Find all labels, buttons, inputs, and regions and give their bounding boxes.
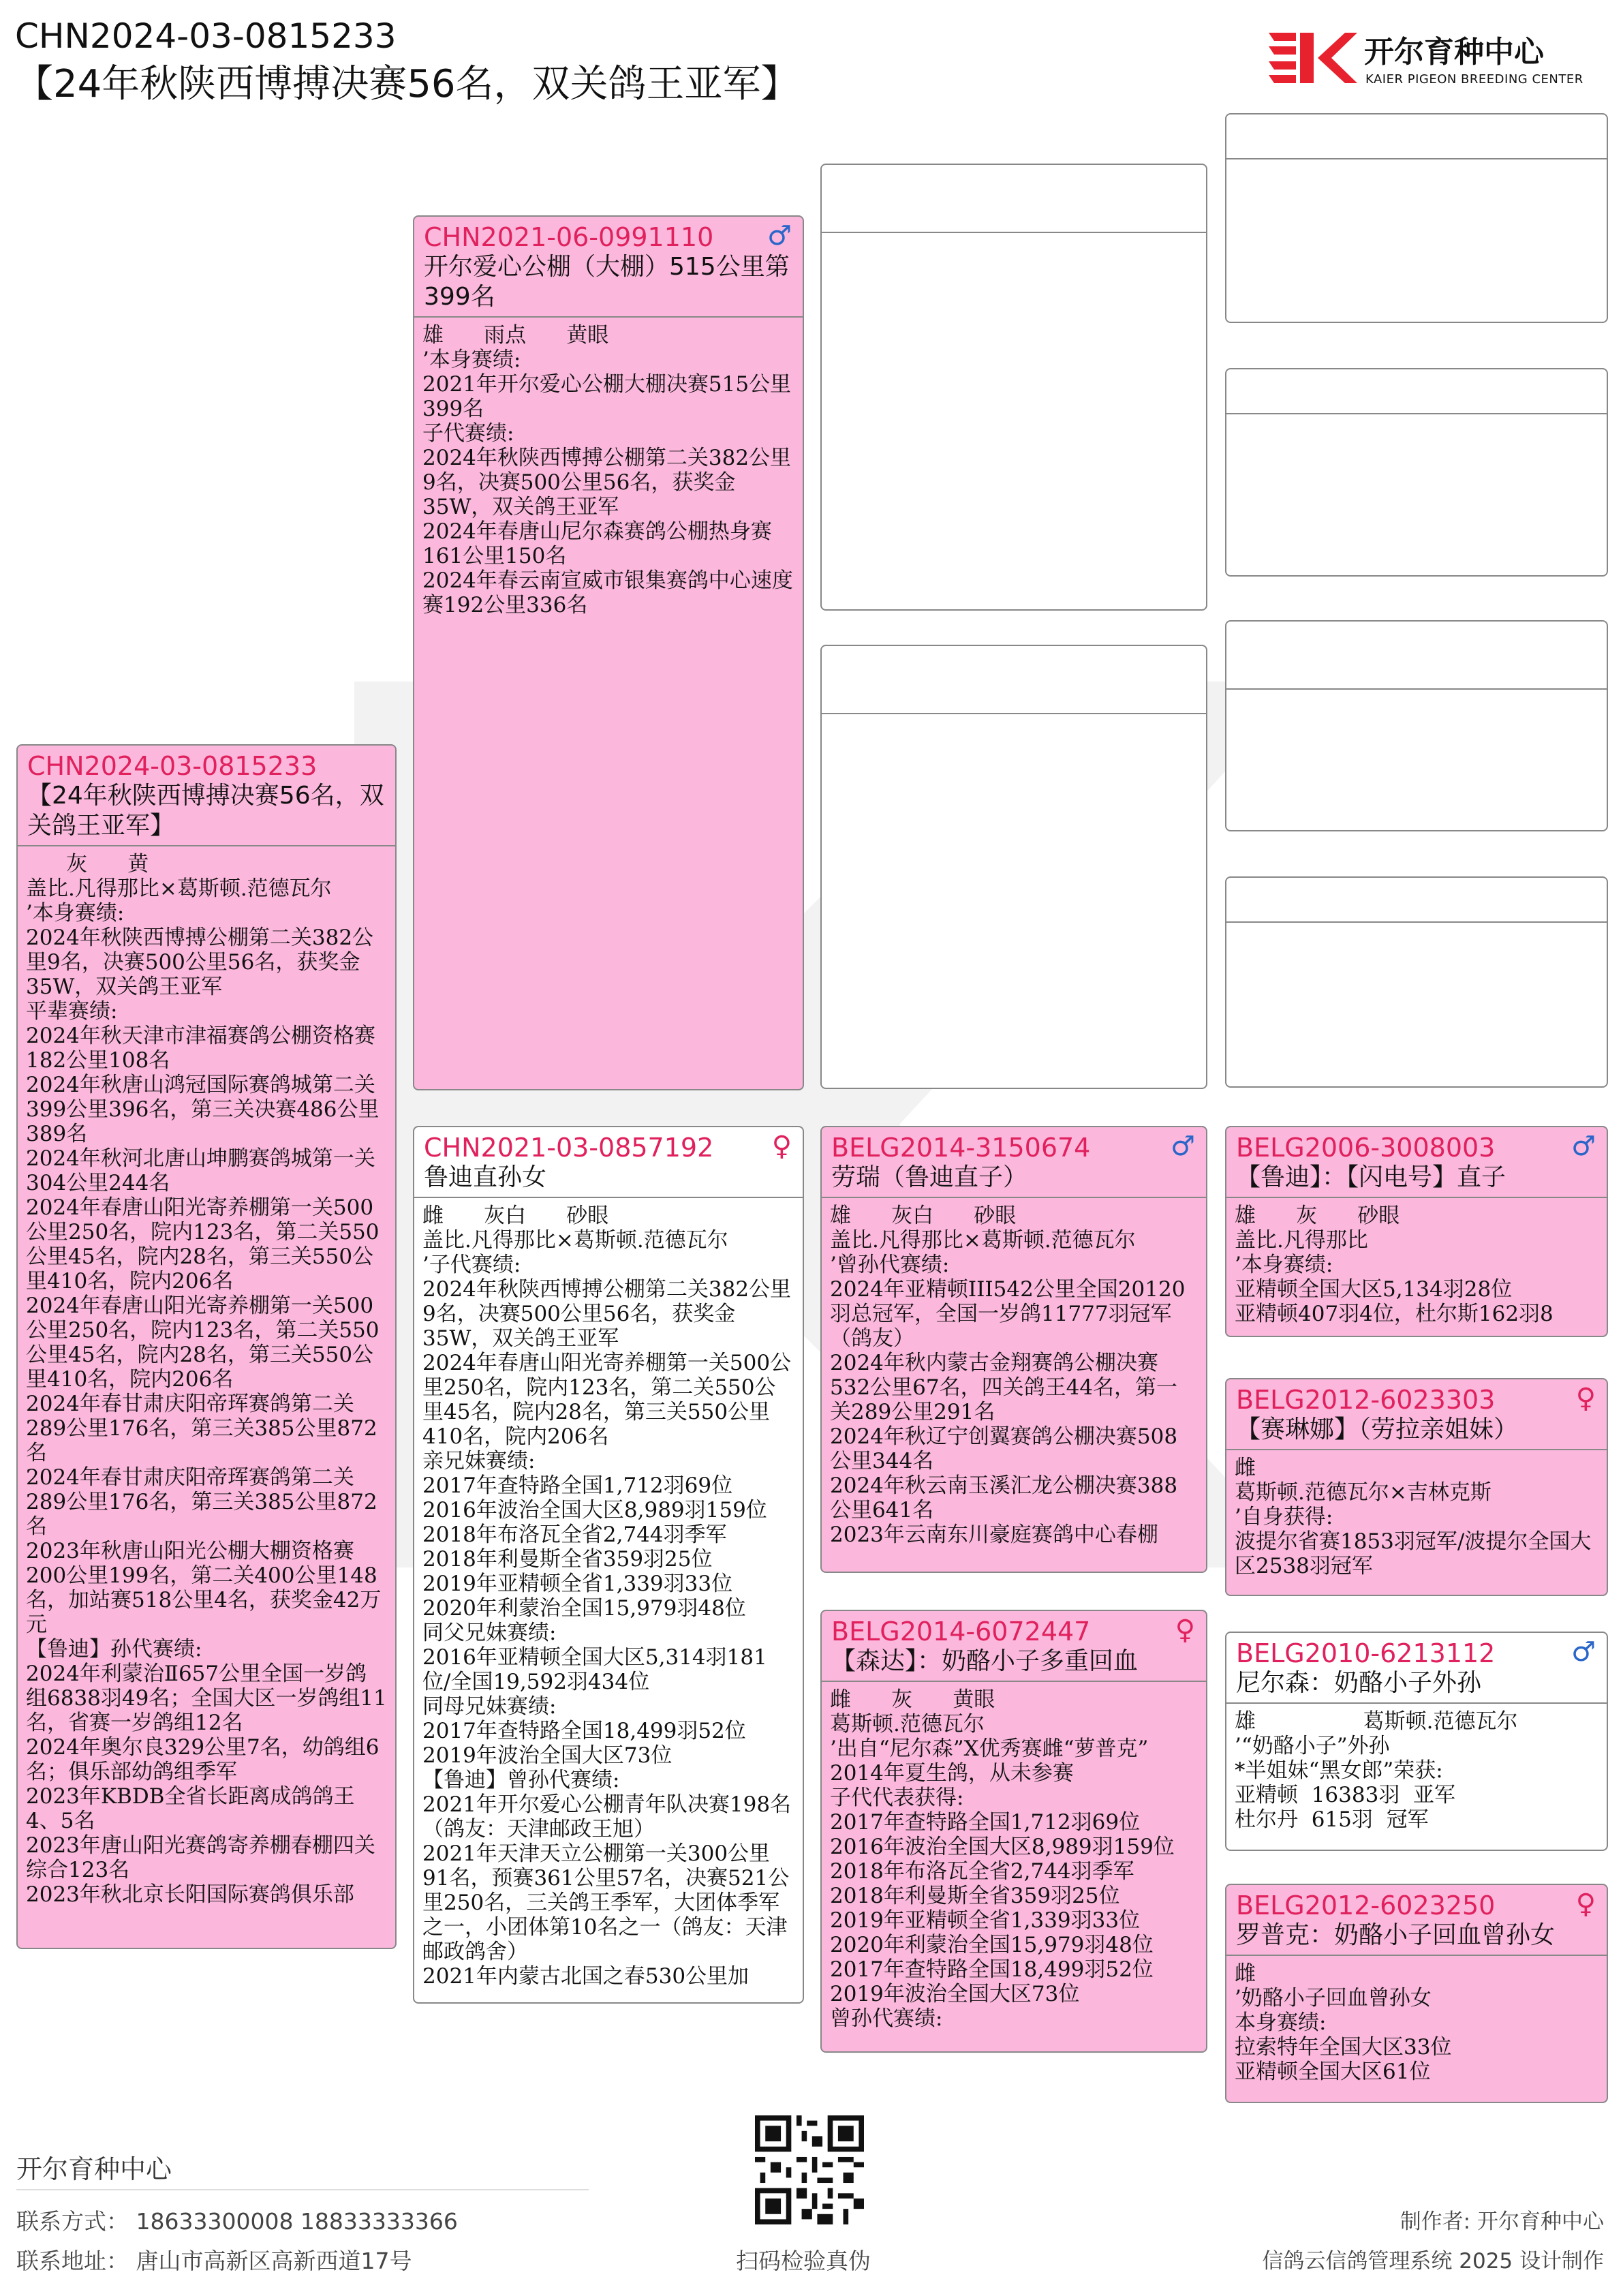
empty-card-header [1226, 622, 1607, 690]
sire-dam-card[interactable] [820, 645, 1207, 1089]
dam-dam-card-header [822, 1611, 1206, 1682]
empty-card-header [822, 646, 1206, 714]
brand-logo [1269, 25, 1603, 93]
subject-card[interactable] [16, 744, 397, 1949]
dds-ring: BELG2010-6213112 [1236, 1638, 1496, 1668]
dam-dam-details: 雌 灰 黄眼 葛斯顿.范德瓦尔 ’出自“尼尔森”X优秀赛雌“萝普克” 2014年夏生鸽，从未参赛 子代代表获得: 2017年查特路全国1,712羽69位 2016年波治全国大区8,989羽159位 2018年布洛瓦全省2,744羽季军 2018年利曼斯全省359羽25位 2019年亚精顿全省1,339羽33位 2020年利蒙治全国15,979羽48位 2017年查特路全国18,499羽52位 2019年波治全国大区73位 曾孙代赛绩: [830, 1687, 1175, 2031]
g4-card-1[interactable] [1225, 113, 1608, 323]
subject-details: 灰 黄 盖比.凡得那比×葛斯顿.范德瓦尔 ’本身赛绩: 2024年秋陕西博搏公棚第二关382公里9名，决赛500公里56名，获奖金35W，双关鸽王亚军 平辈赛绩: 2024年秋天津市津福赛鸽公棚资格赛182公里108名 2024年秋唐山鸿冠国际赛鸽城第二关399公里396名，第三关决赛486公里389名 2024年秋河北唐山坤鹏赛鸽城第一关304公里244名 2024年春唐山阳光寄养棚第一关500公里250名，院内123名，第二关550公里45名，院内28名，第三关550公里410名，院内206名 2024年春唐山阳光寄养棚第一关500公里250名，院内123名，第二关550公里45名，院内28名，第三关550公里410名，院内206名 2024年春甘肃庆阳帝珲赛鸽第二关289公里176名，第三关385公里872名 2024年春甘肃庆阳帝珲赛鸽第二关289公里176名，第三关385公里872名 2023年秋唐山阳光公棚大棚资格赛200公里199名，第二关400公里148名，加站赛518公里4名，获奖金42万元 【鲁迪】孙代赛绩: 2024年利蒙治Ⅱ657公里全国一岁鸽组6838羽49名；全国大区一岁鸽组11名，省赛一岁鸽组12名 2024年奥尔良329公里7名，幼鸽组6名；俱乐部幼鸽组季军 2023年KBDB全省长距离成鸽鸽王4、5名 2023年唐山阳光赛鸽寄养棚春棚四关综合123名 2023年秋北京长阳国际赛鸽俱乐部 [26, 852, 387, 1907]
empty-card-header [822, 165, 1206, 233]
dam-sire-card[interactable] [820, 1126, 1207, 1573]
logo-subtitle: KAIER PIGEON BREEDING CENTER [1365, 72, 1583, 87]
sire-card[interactable] [413, 215, 804, 1090]
dds-details: 雄 葛斯顿.范德瓦尔 ’“奶酪小子”外孙 *半姐妹“黑女郎”荣获: 亚精顿 16383羽 亚军 杜尔丹 615羽 冠军 [1235, 1709, 1518, 1832]
ddd-name: 罗普克：奶酪小子回血曾孙女 [1236, 1921, 1556, 1949]
dam-sire-name: 劳瑞（鲁迪直子） [831, 1163, 1028, 1191]
maker-text: 制作者: 开尔育种中心 [1400, 2209, 1604, 2234]
dam-dam-name: 【森达】：奶酪小子多重回血 [831, 1647, 1139, 1675]
female-icon: ♀ [1175, 1614, 1195, 1646]
dss-card[interactable] [1225, 1126, 1608, 1337]
dss-ring: BELG2006-3008003 [1236, 1133, 1496, 1163]
dss-name: 【鲁迪】：【闪电号】直子 [1236, 1163, 1506, 1191]
dam-sire-card-header [822, 1127, 1206, 1198]
g4-card-3[interactable] [1225, 620, 1608, 831]
dsd-details: 雌 葛斯顿.范德瓦尔×吉林克斯 ’自身获得: 波提尔省赛1853羽冠军/波提尔全国大区2538羽冠军 [1235, 1456, 1592, 1578]
sire-card-header [414, 217, 803, 318]
system-text: 信鸽云信鸽管理系统 2025 设计制作 [1262, 2249, 1604, 2274]
ddd-details: 雌 ’奶酪小子回血曾孙女 本身赛绩: 拉索特年全国大区33位 亚精顿全国大区61位 [1235, 1961, 1452, 2084]
ddd-card[interactable] [1225, 1884, 1608, 2103]
empty-card-header [1226, 114, 1607, 159]
female-icon: ♀ [1575, 1383, 1596, 1414]
footer-contact: 联系方式： 18633300008 18833333366 [16, 2208, 458, 2235]
dam-details: 雌 灰白 砂眼 盖比.凡得那比×葛斯顿.范德瓦尔 ’子代赛绩: 2024年秋陕西博搏公棚第二关382公里9名，决赛500公里56名，获奖金35W，双关鸽王亚军 2024年春唐山阳光寄养棚第一关500公里250名，院内123名，第二关550公里45名，院内28名，第三关550公里410名，院内206名 亲兄妹赛绩: 2017年查特路全国1,712羽69位 2016年波治全国大区8,989羽159位 2018年布洛瓦全省2,744羽季军 2018年利曼斯全省359羽25位 2019年亚精顿全省1,339羽33位 2020年利蒙治全国15,979羽48位 同父兄妹赛绩: 2016年亚精顿全国大区5,314羽181位/全国19,592羽434位 同母兄妹赛绩: 2017年查特路全国18,499羽52位 2019年波治全国大区73位 【鲁迪】曾孙代赛绩: 2021年开尔爱心公棚青年队决赛198名（鸽友：天津邮政王旭） 2021年天津天立公棚第一关300公里91名，预赛361公里57名，决赛521公里250名，三关鸽王季军，大团体季军之一，小团体第10名之一（鸽友：天津邮政鸽舍） 2021年内蒙古北国之春530公里加 [422, 1204, 792, 1989]
subject-card-header [18, 746, 395, 846]
dss-card-header [1226, 1127, 1607, 1198]
empty-card-header [1226, 369, 1607, 414]
sire-sire-card[interactable] [820, 164, 1207, 611]
dam-name: 鲁迪直孙女 [424, 1163, 547, 1191]
dsd-card[interactable] [1225, 1378, 1608, 1596]
female-icon: ♀ [1575, 1888, 1596, 1920]
ddd-ring: BELG2012-6023250 [1236, 1891, 1496, 1920]
dds-card-header [1226, 1633, 1607, 1704]
dam-dam-ring: BELG2014-6072447 [831, 1617, 1091, 1647]
dsd-ring: BELG2012-6023303 [1236, 1385, 1496, 1415]
female-icon: ♀ [771, 1131, 792, 1162]
dds-name: 尼尔森：奶酪小子外孙 [1236, 1669, 1482, 1697]
subject-name: 【24年秋陕西博搏决赛56名，双关鸽王亚军】 [27, 782, 384, 840]
footer-divider [16, 2189, 589, 2190]
dam-sire-details: 雄 灰白 砂眼 盖比.凡得那比×葛斯顿.范德瓦尔 ’曾孙代赛绩: 2024年亚精顿III542公里全国20120羽总冠军，全国一岁鸽11777羽冠军（鸽友） 2024年秋内蒙古金翔赛鸽公棚决赛532公里67名，四关鸽王44名，第一关289公里291名 2024年秋辽宁创翼赛鸽公棚决赛508公里344名 2024年秋云南玉溪汇龙公棚决赛388公里641名 2023年云南东川豪庭赛鸽中心春棚 [830, 1204, 1186, 1547]
qr-code-icon[interactable] [755, 2115, 864, 2224]
kaier-logo-icon [1269, 27, 1357, 89]
dam-ring: CHN2021-03-0857192 [424, 1133, 714, 1163]
page-title: 【24年秋陕西博搏决赛56名，双关鸽王亚军】 [15, 62, 799, 106]
logo-name: 开尔育种中心 [1364, 35, 1544, 70]
dss-details: 雄 灰 砂眼 盖比.凡得那比 ’本身赛绩: 亚精顿全国大区5,134羽28位 亚精顿407羽4位，杜尔斯162羽8 [1235, 1204, 1554, 1326]
footer-address: 联系地址： 唐山市高新区高新西道17号 [16, 2248, 412, 2274]
g4-card-2[interactable] [1225, 368, 1608, 577]
page-ring-number: CHN2024-03-0815233 [15, 16, 397, 56]
dam-card-header [414, 1127, 803, 1198]
dds-card[interactable] [1225, 1632, 1608, 1851]
dam-card[interactable] [413, 1126, 804, 2004]
male-icon: ♂ [767, 220, 792, 251]
subject-ring: CHN2024-03-0815233 [27, 751, 318, 781]
sire-ring: CHN2021-06-0991110 [424, 222, 714, 252]
male-icon: ♂ [1171, 1131, 1195, 1162]
dsd-card-header [1226, 1379, 1607, 1450]
male-icon: ♂ [1571, 1131, 1596, 1162]
sire-name: 开尔爱心公棚（大棚）515公里第399名 [424, 253, 790, 311]
male-icon: ♂ [1571, 1636, 1596, 1668]
empty-card-header [1226, 878, 1607, 923]
dam-dam-card[interactable] [820, 1610, 1207, 2053]
scan-verify-text: 扫码检验真伪 [736, 2248, 871, 2274]
sire-details: 雄 雨点 黄眼 ’本身赛绩: 2021年开尔爱心公棚大棚决赛515公里399名 子代赛绩: 2024年秋陕西博搏公棚第二关382公里9名，决赛500公里56名，获奖金35W，双关鸽王亚军 2024年春唐山尼尔森赛鸽公棚热身赛161公里150名 2024年春云南宣威市银集赛鸽中心速度赛192公里336名 [422, 323, 793, 617]
footer-company: 开尔育种中心 [16, 2154, 172, 2184]
ddd-card-header [1226, 1885, 1607, 1956]
g4-card-4[interactable] [1225, 876, 1608, 1088]
dam-sire-ring: BELG2014-3150674 [831, 1133, 1091, 1163]
dsd-name: 【赛琳娜】（劳拉亲姐妹） [1236, 1415, 1519, 1443]
